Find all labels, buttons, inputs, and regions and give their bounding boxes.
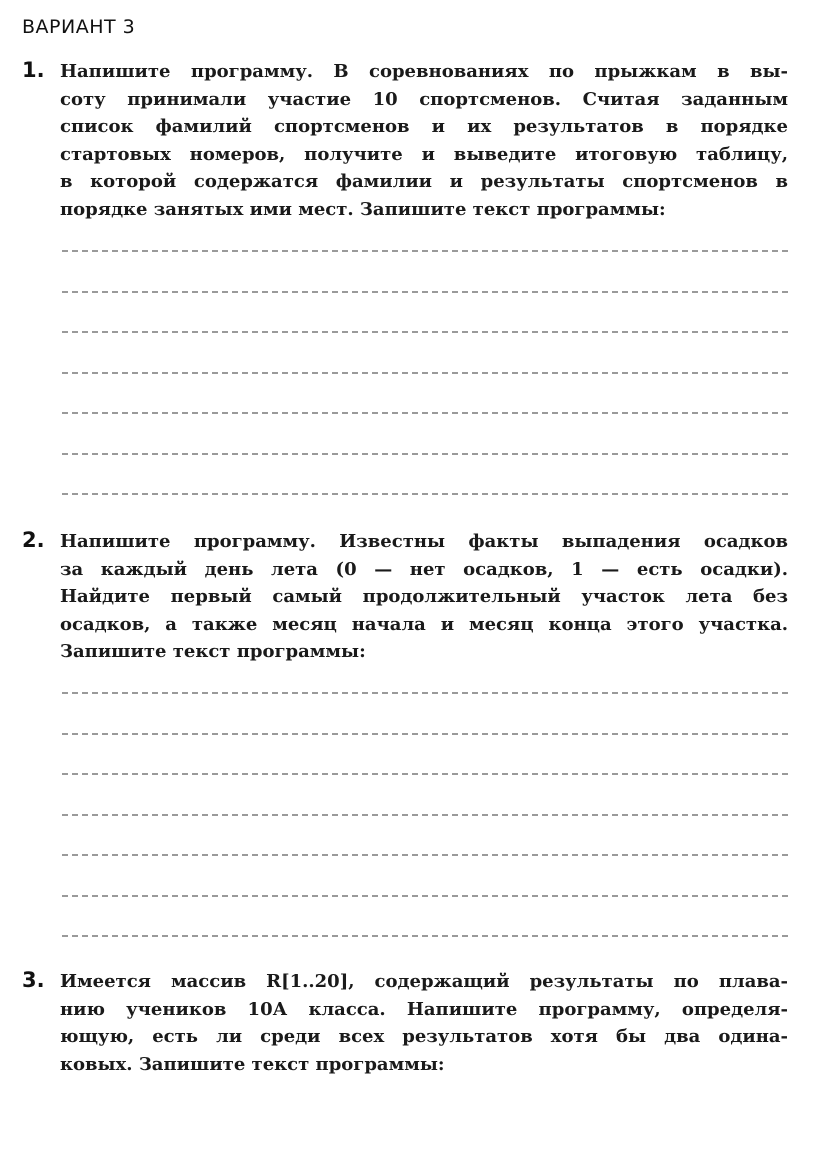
answer-line[interactable] — [62, 372, 788, 374]
task-text-line: за каждый день лета (0 — нет осадков, 1 — есть осадки). — [60, 558, 788, 580]
task-number: 1. — [22, 58, 45, 82]
answer-line[interactable] — [62, 291, 788, 293]
answer-line[interactable] — [62, 250, 788, 252]
task-text-line: стартовых номеров, получите и выведите итоговую таблицу, — [60, 143, 788, 165]
answer-line[interactable] — [62, 854, 788, 856]
task-text-line: в которой содержатся фамилии и результаты спортсменов в — [60, 171, 788, 192]
task-text-line: порядке занятых ими мест. Запишите текст программы: — [60, 198, 666, 220]
task-text-line: Имеется массив R[1..20], содержащий результаты по плава- — [60, 971, 788, 992]
task-text-line: ковых. Запишите текст программы: — [60, 1053, 445, 1075]
answer-line[interactable] — [62, 733, 788, 735]
task-text-line: Найдите первый самый продолжительный участок лета без — [60, 586, 788, 607]
answer-line[interactable] — [62, 412, 788, 414]
answer-line[interactable] — [62, 814, 788, 816]
answer-line[interactable] — [62, 453, 788, 455]
answer-line[interactable] — [62, 692, 788, 694]
task-text — [60, 528, 788, 666]
task-text-line: ющую, есть ли среди всех результатов хотя бы два одина- — [60, 1026, 788, 1047]
task-text — [60, 968, 788, 1078]
answer-line[interactable] — [62, 935, 788, 937]
answer-line[interactable] — [62, 773, 788, 775]
task-text-line: Запишите текст программы: — [60, 641, 366, 662]
answer-lines-task-1 — [62, 250, 788, 495]
task-number: 2. — [22, 528, 45, 552]
answer-line[interactable] — [62, 493, 788, 495]
task-text-line: Напишите программу. В соревнованиях по прыжкам в вы- — [60, 61, 788, 82]
variant-heading: ВАРИАНТ 3 — [22, 16, 136, 38]
task-text-line: нию учеников 10А класса. Напишите программу, определя- — [60, 998, 788, 1020]
answer-lines-task-2 — [62, 692, 788, 937]
task-number: 3. — [22, 968, 45, 992]
task-text-line: соту принимали участие 10 спортсменов. Считая заданным — [60, 88, 788, 110]
answer-line[interactable] — [62, 331, 788, 333]
task-text — [60, 58, 788, 223]
task-text-line: осадков, а также месяц начала и месяц конца этого участка. — [60, 613, 788, 635]
task-text-line: список фамилий спортсменов и их результатов в порядке — [60, 116, 788, 137]
task-text-line: Напишите программу. Известны факты выпадения осадков — [60, 531, 788, 552]
answer-line[interactable] — [62, 895, 788, 897]
